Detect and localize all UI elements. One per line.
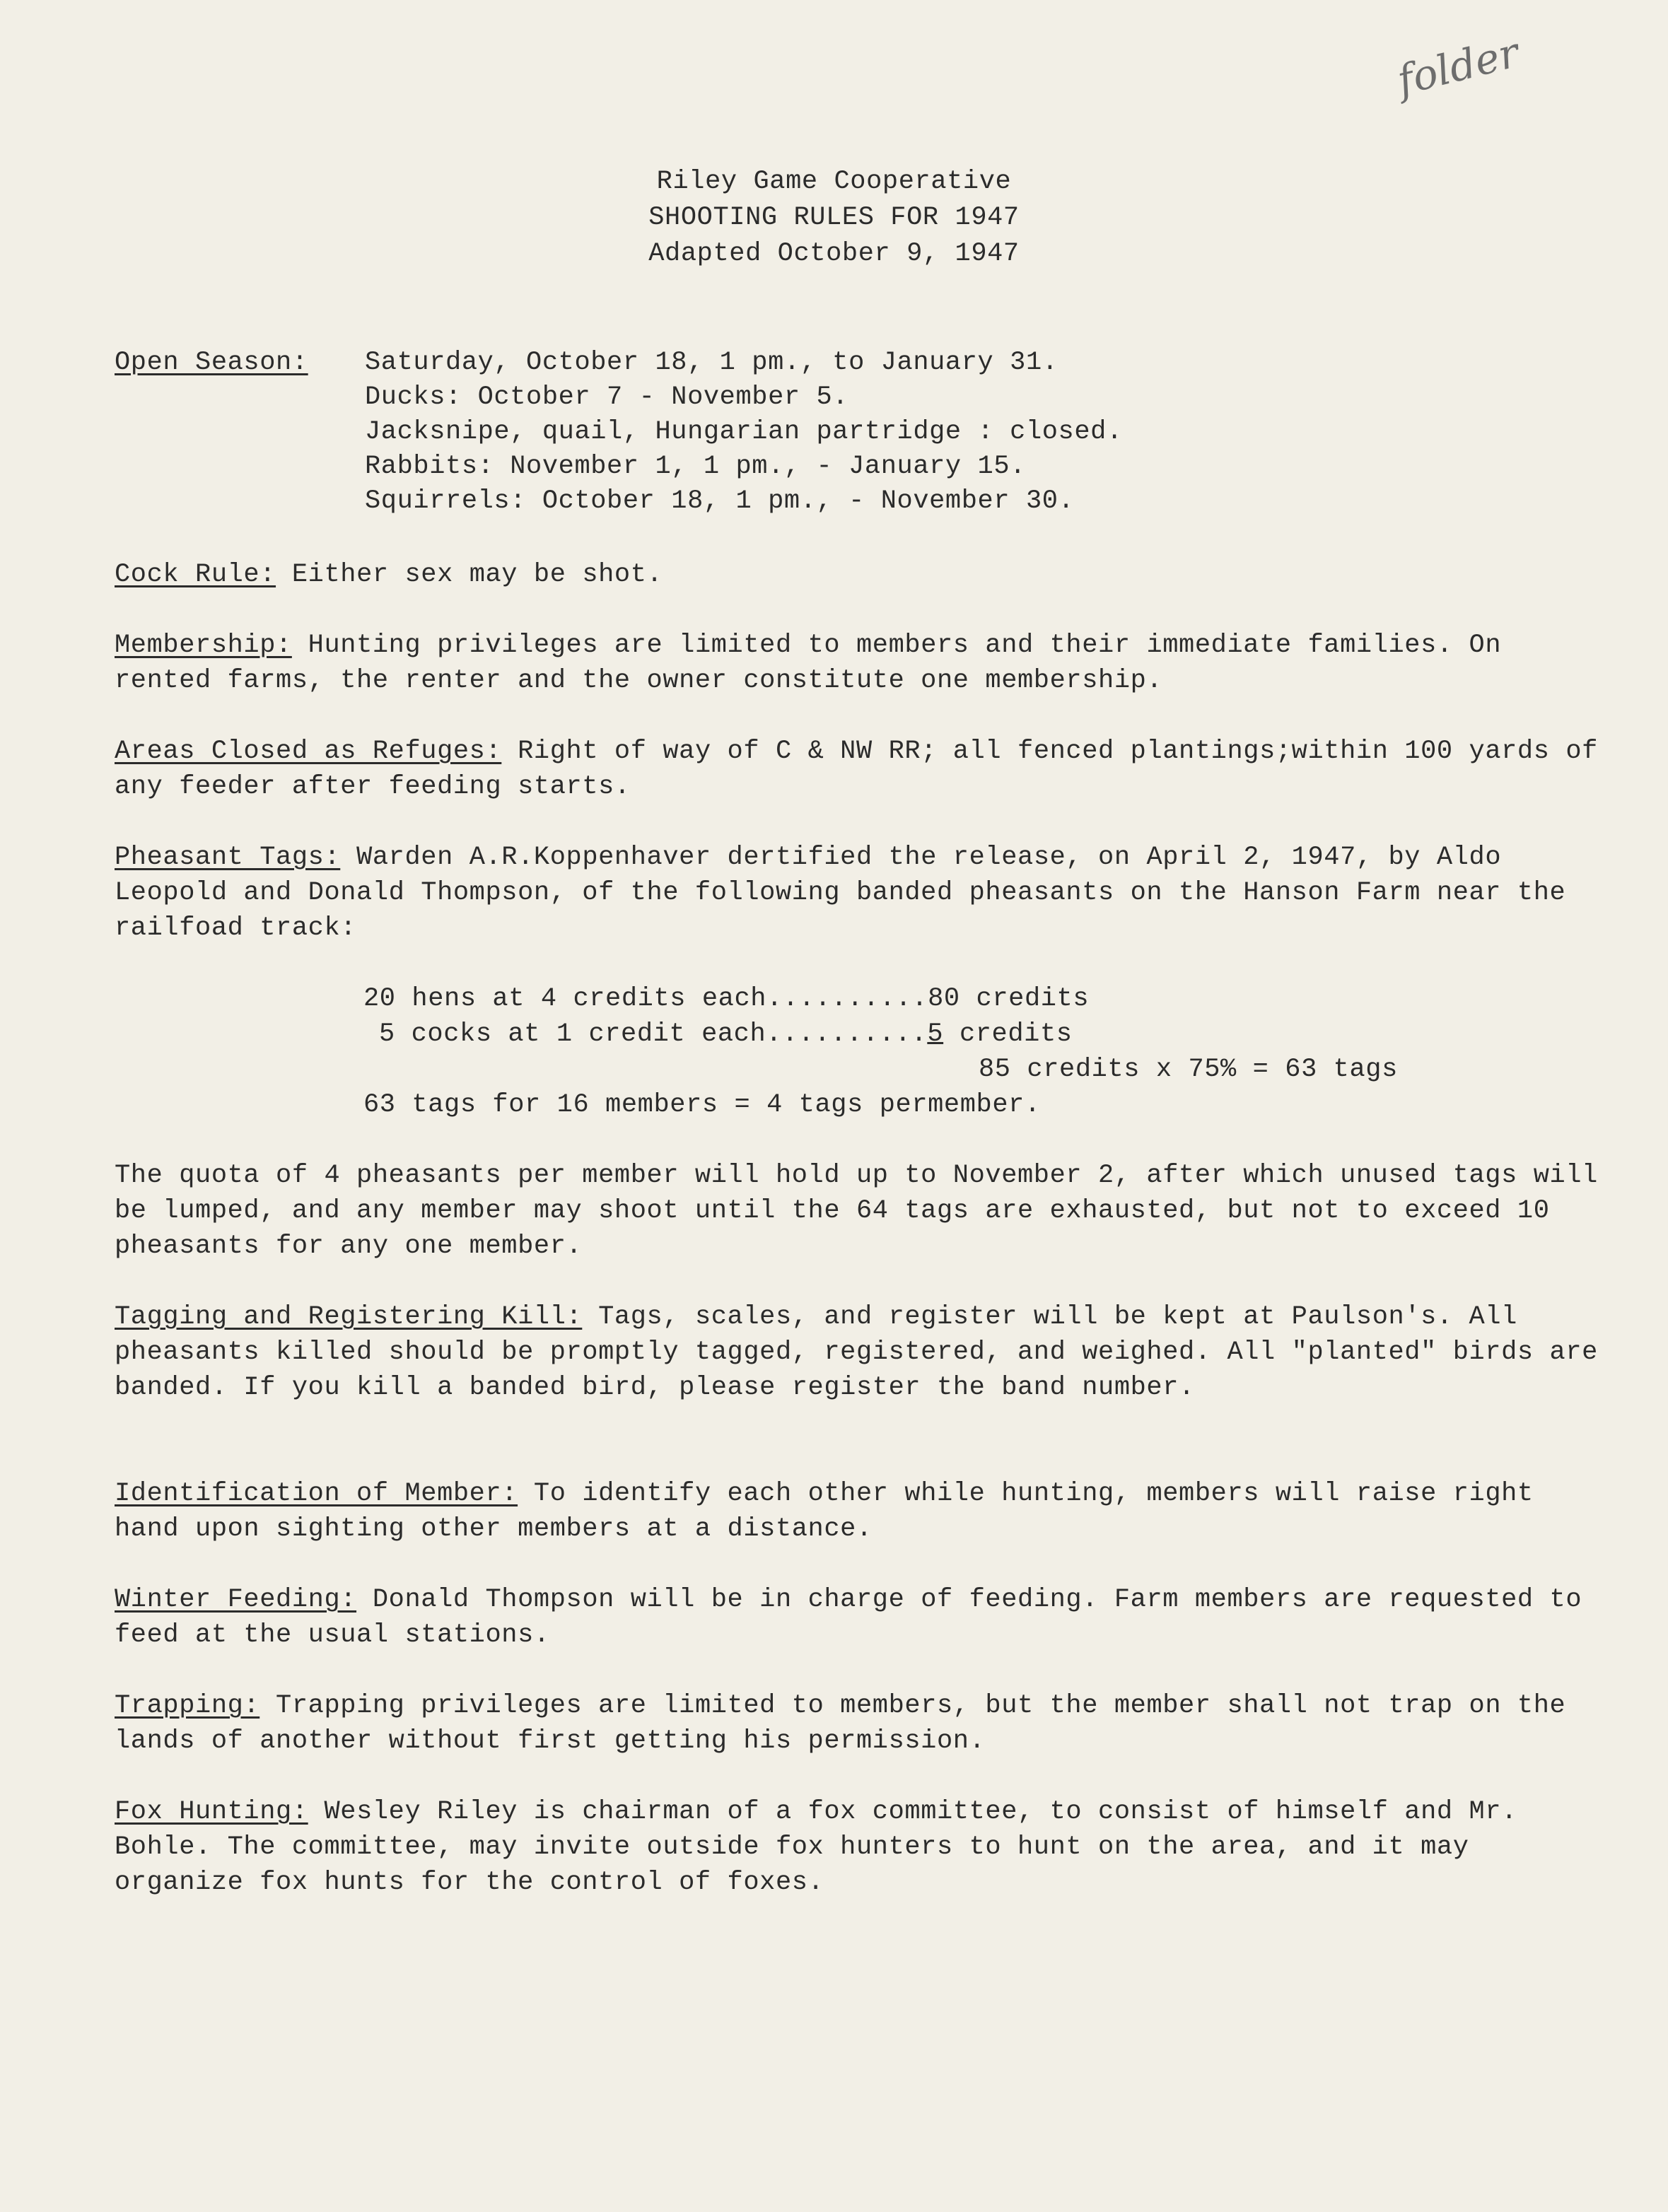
membership-section [115,628,1599,698]
areas-closed-heading: Areas Closed as Refuges: [115,737,502,766]
rules-title: SHOOTING RULES FOR 1947 [648,203,1020,233]
cock-rule-text: Either sex may be shot. [291,560,663,590]
jacksnipe-line: Jacksnipe, quail, Hungarian partridge : closed. [365,417,1123,447]
trapping-section [115,1688,1599,1759]
fox-hunting-text: Wesley Riley is chairman of a fox committee, to consist of himself and Mr. Bohle. The committee, may invite outside fox hunters to hunt on the area, and it may organize fox hunts for the control of foxes. [115,1797,1534,1897]
cock-rule-heading: Cock Rule: [115,560,276,590]
pheasant-tags-text: Warden A.R.Koppenhaver dertified the release, on April 2, 1947, by Aldo Leopold and Donald Thompson, of the following banded pheasants on the Hanson Farm near the railfoad track: [115,843,1582,943]
membership-text: Hunting privileges are limited to members and their immediate families. On rented farms, the renter and the owner constitute one membership. [115,631,1517,696]
winter-feeding-section [115,1582,1599,1653]
open-season-line: Saturday, October 18, 1 pm., to January 31. [365,348,1058,378]
pheasant-tags-section [115,840,1599,946]
fox-hunting-heading: Fox Hunting: [115,1797,308,1827]
calc-cocks-text: 5 cocks at 1 credit each.......... [379,1019,928,1049]
winter-feeding-text: Donald Thompson will be in charge of feeding. Farm members are requested to feed at the usual stations. [115,1585,1598,1650]
ducks-line: Ducks: October 7 - November 5. [365,382,849,412]
cock-rule-section [115,557,1599,592]
trapping-heading: Trapping: [115,1691,260,1721]
calc-cocks-row [379,1017,1073,1052]
calc-tags-row: 63 tags for 16 members = 4 tags permember. [363,1090,1041,1120]
calc-cocks-credits: 5 [927,1019,944,1049]
calc-cocks-unit: credits [943,1019,1073,1049]
org-title: Riley Game Cooperative [656,167,1012,197]
handwritten-note: folder [1392,28,1524,105]
areas-closed-section [115,734,1614,804]
tagging-section [115,1299,1614,1405]
winter-feeding-heading: Winter Feeding: [115,1585,357,1615]
identification-text: To identify each other while hunting, members will raise right hand upon sighting other members at a distance. [115,1479,1550,1544]
open-season-heading: Open Season: [115,348,308,378]
tagging-text: Tags, scales, and register will be kept at Paulson's. All pheasants killed should be promptly tagged, registered, and weighed. All "planted" birds are banded. If you kill a banded bird, please register the band number. [115,1302,1614,1403]
calc-total-row: 85 credits x 75% = 63 tags [979,1055,1398,1084]
identification-heading: Identification of Member: [115,1479,518,1509]
quota-paragraph: The quota of 4 pheasants per member will hold up to November 2, after which unused tags will be lumped, and any member may shoot until the 64 tags are exhausted, but not to exceed 10 pheasants for any one member. [115,1161,1614,1261]
fox-hunting-section [115,1794,1599,1900]
adoption-date: Adapted October 9, 1947 [648,239,1020,269]
trapping-text: Trapping privileges are limited to members, but the member shall not trap on the lands of another without first getting his permission. [115,1691,1582,1756]
rabbits-line: Rabbits: November 1, 1 pm., - January 15. [365,452,1026,481]
areas-closed-text: Right of way of C & NW RR; all fenced plantings;within 100 yards of any feeder after feeding starts. [115,737,1614,802]
calc-hens-row: 20 hens at 4 credits each..........80 credits [363,984,1090,1014]
identification-section [115,1476,1599,1547]
pheasant-tags-heading: Pheasant Tags: [115,843,341,872]
membership-heading: Membership: [115,631,292,660]
tagging-heading: Tagging and Registering Kill: [115,1302,583,1332]
squirrels-line: Squirrels: October 18, 1 pm., - November 30. [365,486,1075,516]
